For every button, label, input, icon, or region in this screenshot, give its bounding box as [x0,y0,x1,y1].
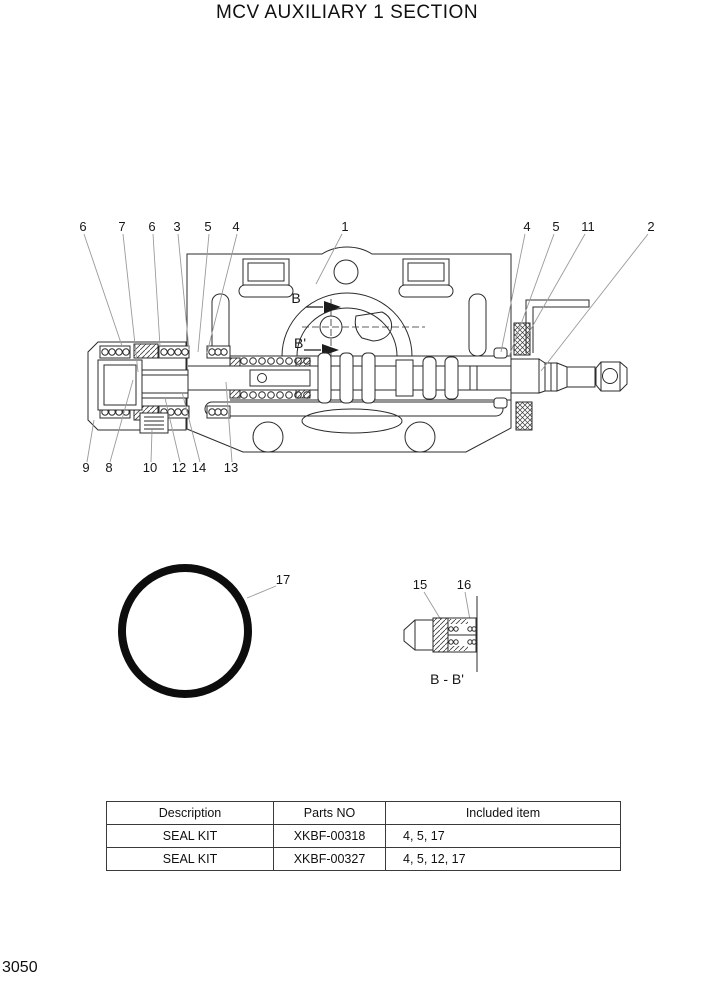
callout-2: 2 [647,219,655,234]
header-parts-no: Parts NO [274,802,386,825]
callout-9: 9 [82,460,90,475]
callout-12: 12 [171,460,187,475]
table-row [107,848,621,871]
callout-5b: 5 [552,219,560,234]
callout-11: 11 [581,219,595,234]
table-row [107,825,621,848]
callout-13: 13 [223,460,239,475]
cell-description: SEAL KIT [107,848,274,871]
valve-body [187,247,511,452]
callout-4a: 4 [232,219,240,234]
seal-kit-table [106,801,621,871]
callout-1: 1 [341,219,349,234]
cell-included-item: 4, 5, 12, 17 [386,848,621,871]
callout-8: 8 [105,460,113,475]
table-header-row [107,802,621,825]
cell-parts-no: XKBF-00327 [274,848,386,871]
callout-4b: 4 [523,219,531,234]
callout-6a: 6 [79,219,87,234]
header-description: Description [107,802,274,825]
oring-detail [122,568,290,694]
callout-7: 7 [118,219,126,234]
cell-parts-no: XKBF-00318 [274,825,386,848]
section-label-b: B [291,290,301,306]
callout-3: 3 [173,219,181,234]
spool-rod-clevis [511,359,627,393]
cell-included-item: 4, 5, 17 [386,825,621,848]
callout-5a: 5 [204,219,212,234]
callout-14: 14 [191,460,207,475]
detail-title-bb: B - B' [430,671,464,687]
page-number: 3050 [2,959,38,976]
callout-16: 16 [456,577,472,592]
callout-10: 10 [142,460,158,475]
cell-description: SEAL KIT [107,825,274,848]
section-label-b-prime: B' [293,335,307,351]
callout-17: 17 [275,572,291,587]
section-bb-detail [404,596,477,672]
header-included-item: Included item [386,802,621,825]
callout-6b: 6 [148,219,156,234]
callout-15: 15 [412,577,428,592]
page-title: MCV AUXILIARY 1 SECTION [215,2,479,23]
